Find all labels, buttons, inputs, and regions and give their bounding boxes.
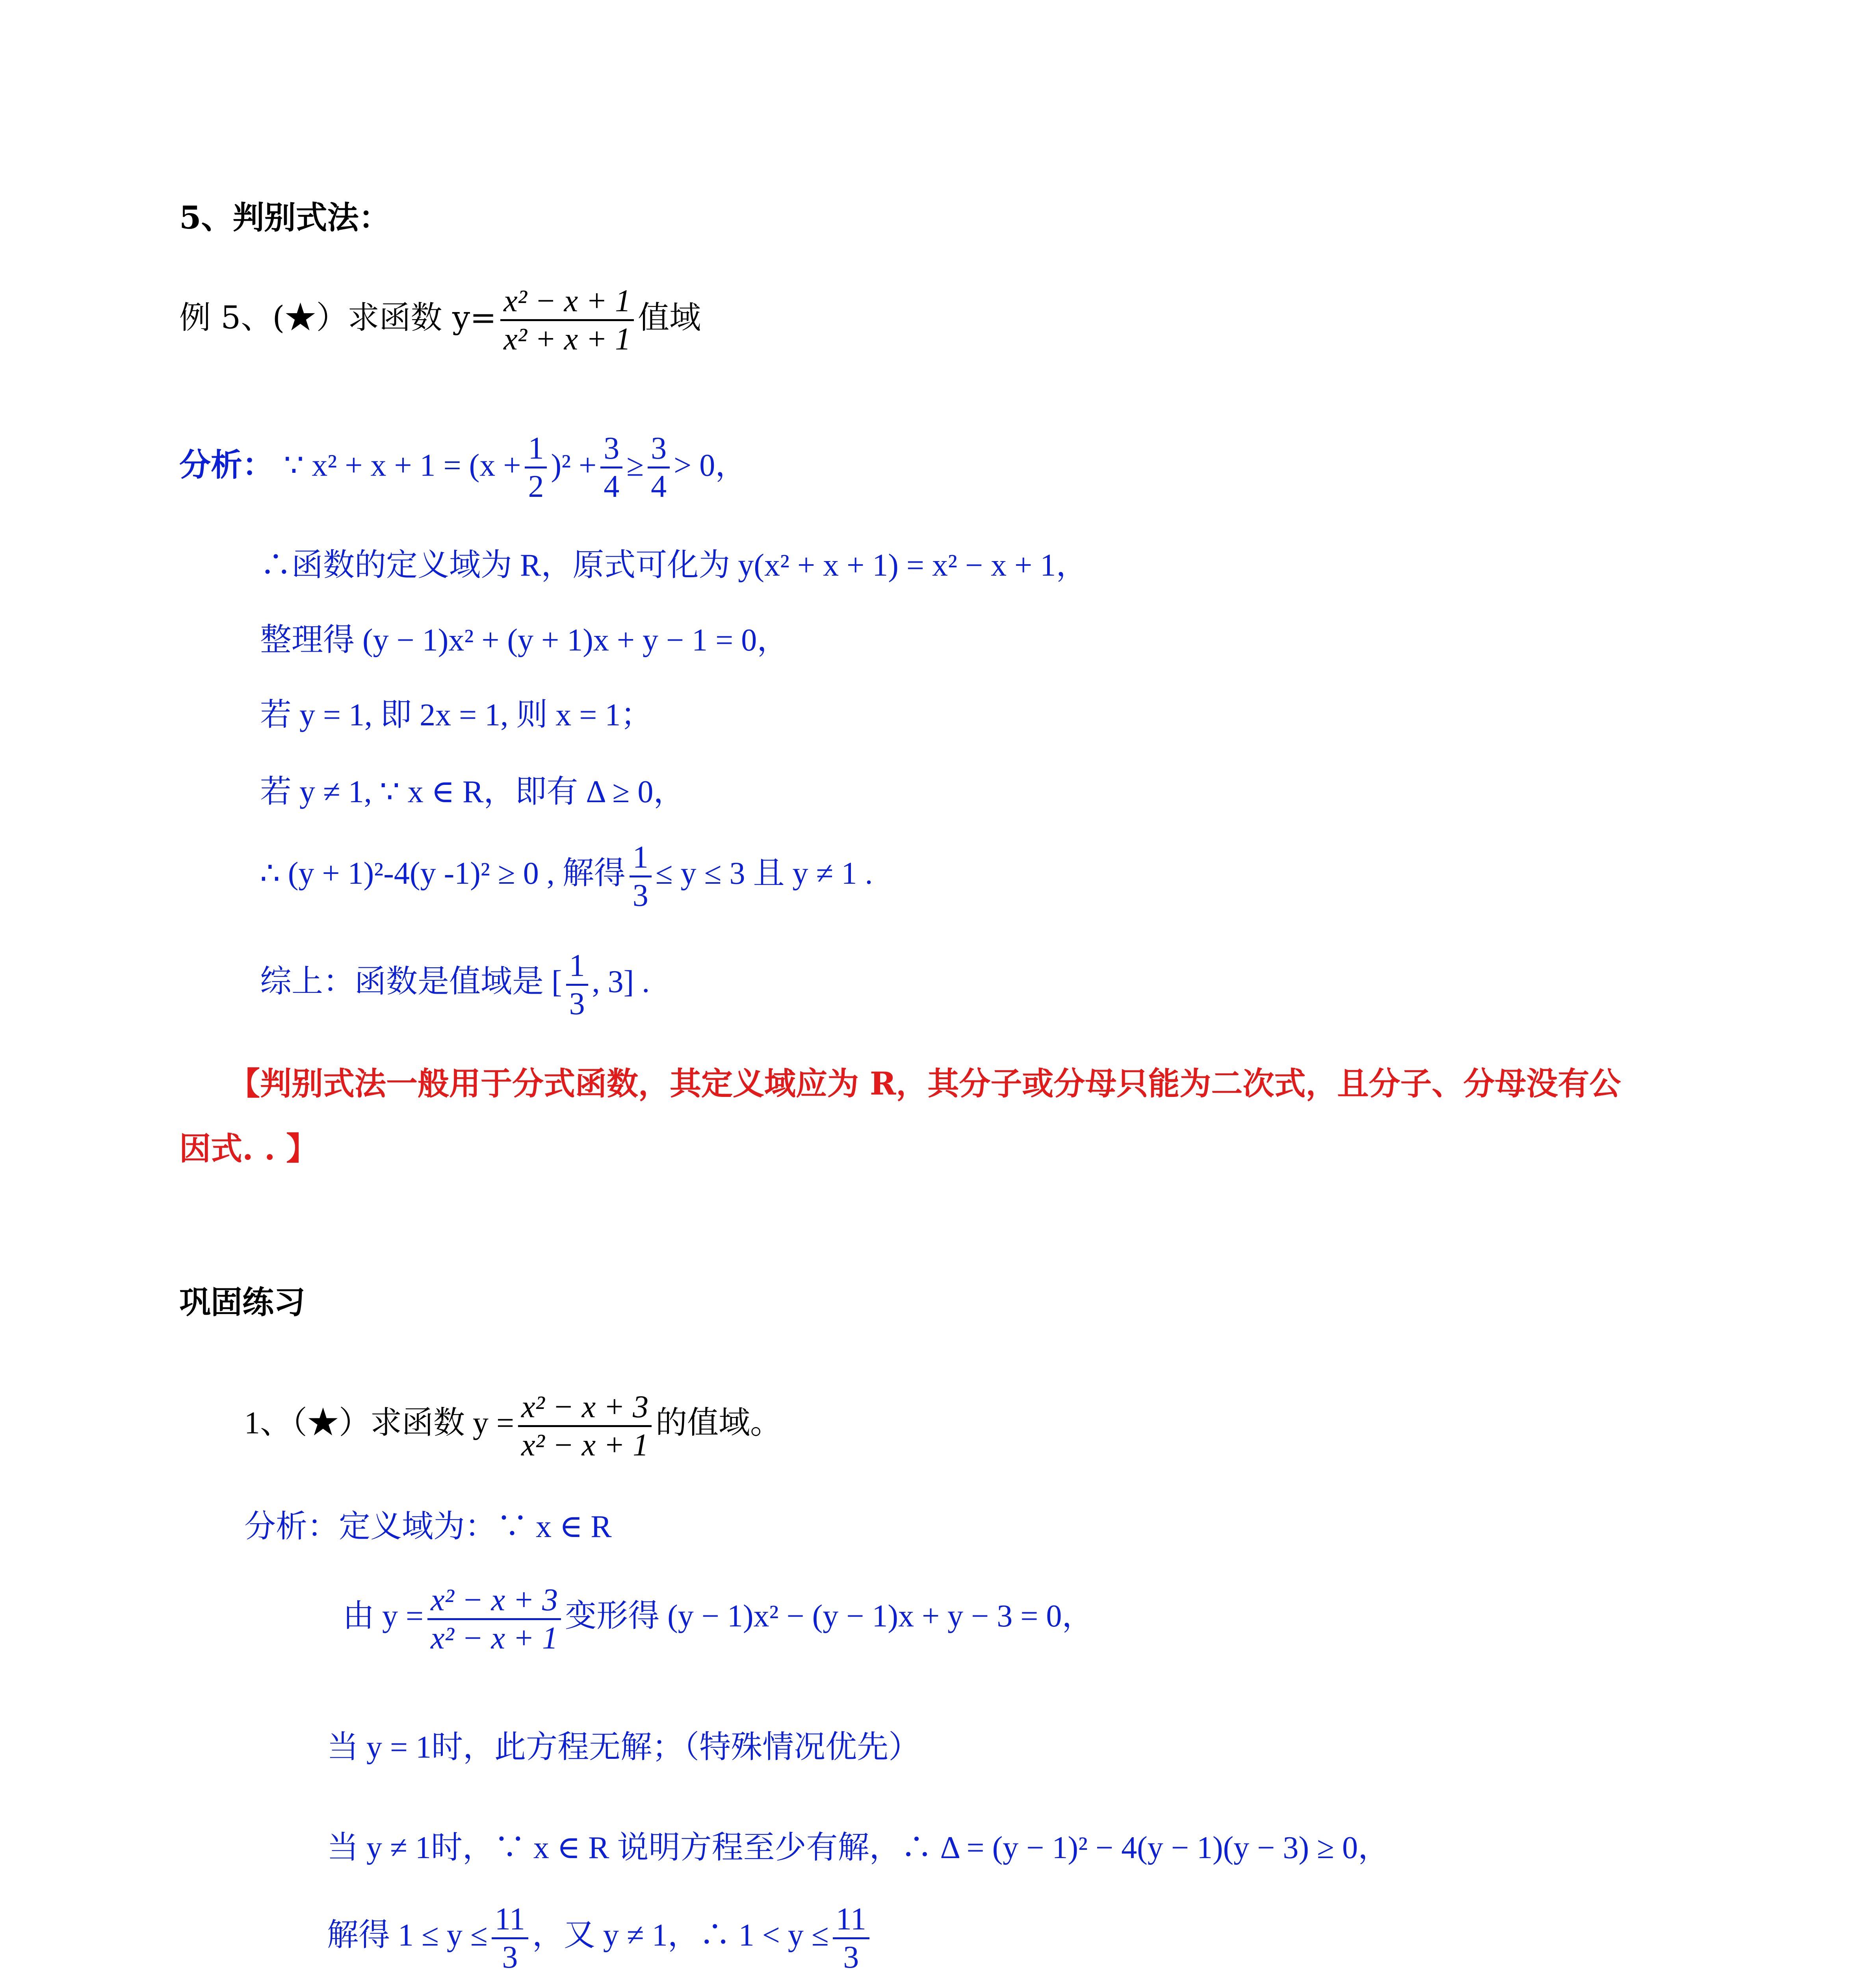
analysis-7-end: , 3] . bbox=[592, 964, 650, 999]
method-note-line-2: 因式. . 】 bbox=[179, 1130, 318, 1167]
practice-heading: 巩固练习 bbox=[179, 1284, 305, 1321]
numerator: 11 bbox=[833, 1901, 869, 1939]
practice-question-1 bbox=[244, 1389, 782, 1463]
fraction-eleven-thirds-2 bbox=[833, 1901, 869, 1970]
practice-line-2: 当 y = 1时，此方程无解；（特殊情况优先） bbox=[327, 1730, 920, 1765]
example-5-numerator: x² − x + 1 bbox=[500, 283, 634, 321]
example-5-fraction bbox=[500, 283, 634, 357]
fraction-one-half bbox=[525, 430, 547, 505]
practice-1-pre: 由 y = bbox=[343, 1598, 424, 1634]
denominator: 4 bbox=[651, 469, 667, 504]
practice-analysis: 分析：定义域为：∵ x ∈ R bbox=[244, 1509, 612, 1544]
analysis-line-7 bbox=[260, 948, 650, 1022]
example-5-suffix: 值域 bbox=[638, 299, 701, 336]
numerator: x² − x + 3 bbox=[518, 1389, 652, 1427]
analysis-line-2: ∴函数的定义域为 R，原式可化为 y(x² + x + 1) = x² − x + 1， bbox=[260, 548, 1088, 583]
question-1-suffix: 的值域。 bbox=[656, 1405, 782, 1440]
analysis-line-3: 整理得 (y − 1)x² + (y + 1)x + y − 1 = 0， bbox=[260, 623, 789, 658]
numerator: 11 bbox=[492, 1901, 528, 1939]
analysis-6-end: ≤ y ≤ 3 且 y ≠ 1 . bbox=[655, 856, 873, 891]
denominator: 3 bbox=[569, 987, 585, 1021]
denominator: x² − x + 1 bbox=[431, 1621, 558, 1656]
example-5 bbox=[179, 283, 701, 357]
fraction-three-quarters-2 bbox=[648, 430, 670, 505]
numerator: 1 bbox=[566, 948, 588, 986]
analysis-1-pre: ∵ x² + x + 1 = (x + bbox=[284, 448, 521, 483]
practice-1-fraction bbox=[427, 1582, 561, 1656]
analysis-line-6 bbox=[260, 839, 873, 914]
analysis-line-5: 若 y ≠ 1, ∵ x ∈ R，即有 Δ ≥ 0， bbox=[260, 775, 685, 809]
practice-1-end: 变形得 (y − 1)x² − (y − 1)x + y − 3 = 0， bbox=[565, 1598, 1094, 1634]
example-5-prefix: 例 5、(★）求函数 y= bbox=[179, 299, 497, 336]
denominator: 2 bbox=[528, 469, 544, 504]
fraction-one-third-2 bbox=[566, 948, 588, 1022]
question-1-prefix: 1、（★）求函数 y = bbox=[244, 1405, 515, 1440]
section-5-heading: 5、判别式法： bbox=[179, 199, 390, 236]
practice-line-1 bbox=[343, 1582, 1093, 1656]
example-5-denominator: x² + x + 1 bbox=[503, 322, 631, 357]
numerator: 3 bbox=[600, 430, 622, 468]
ge-sign: ≥ bbox=[626, 448, 644, 483]
fraction-one-third bbox=[630, 839, 652, 914]
method-note-line-1: 【判别式法一般用于分式函数，其定义域应为 R，其分子或分母只能为二次式，且分子、分母没有公 bbox=[228, 1065, 1621, 1102]
denominator: 4 bbox=[604, 469, 620, 504]
numerator: 3 bbox=[648, 430, 670, 468]
denominator: 3 bbox=[502, 1940, 518, 1970]
analysis-7-pre: 综上：函数是值域是 [ bbox=[260, 964, 562, 999]
analysis-label: 分析： bbox=[179, 446, 274, 483]
denominator: 3 bbox=[632, 878, 648, 913]
practice-line-4 bbox=[327, 1901, 873, 1970]
numerator: 1 bbox=[525, 430, 547, 468]
analysis-line-1 bbox=[179, 430, 747, 505]
practice-line-3: 当 y ≠ 1时，∵ x ∈ R 说明方程至少有解，∴ Δ = (y − 1)² − 4(y − 1)(y − 3) ≥ 0， bbox=[327, 1831, 1389, 1865]
analysis-6-pre: ∴ (y + 1)²-4(y -1)² ≥ 0 , 解得 bbox=[260, 856, 626, 891]
practice-4-mid: ，又 y ≠ 1，∴ 1 < y ≤ bbox=[532, 1918, 829, 1953]
question-1-fraction bbox=[518, 1389, 652, 1463]
practice-4-pre: 解得 1 ≤ y ≤ bbox=[327, 1918, 488, 1953]
analysis-line-4: 若 y = 1, 即 2x = 1, 则 x = 1； bbox=[260, 698, 652, 732]
denominator: 3 bbox=[843, 1940, 859, 1970]
denominator: x² − x + 1 bbox=[521, 1428, 649, 1463]
fraction-three-quarters bbox=[600, 430, 622, 505]
analysis-1-end: > 0， bbox=[674, 448, 747, 483]
analysis-1-mid: )² + bbox=[551, 448, 597, 483]
numerator: x² − x + 3 bbox=[427, 1582, 561, 1620]
numerator: 1 bbox=[630, 839, 652, 877]
fraction-eleven-thirds bbox=[492, 1901, 528, 1970]
